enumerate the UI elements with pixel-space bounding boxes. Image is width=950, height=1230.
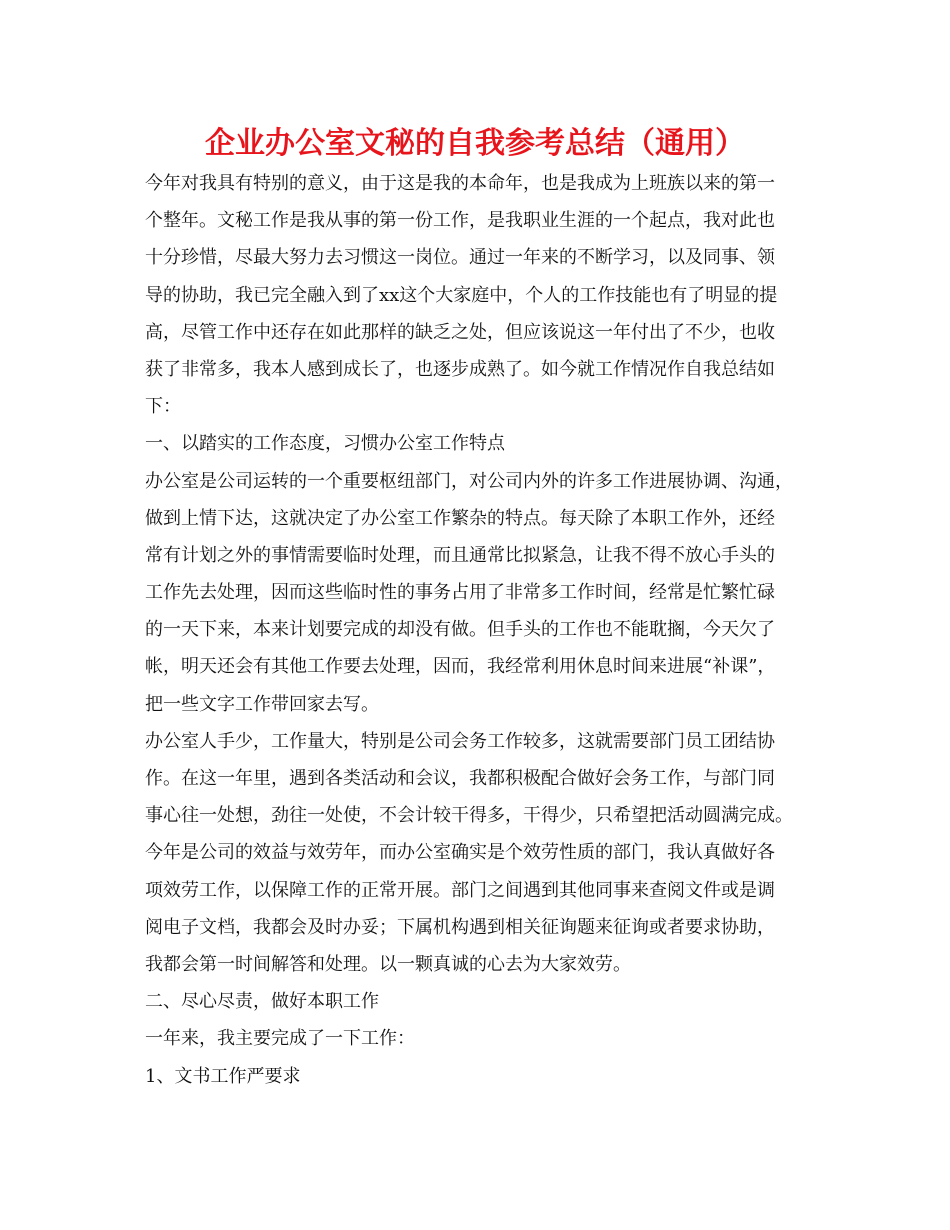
text-line: 个整年。文秘工作是我从事的第一份工作，是我职业生涯的一个起点，我对此也	[145, 210, 775, 232]
document-title: 企业办公室文秘的自我参考总结（通用）	[205, 126, 745, 161]
text-line: 下：	[145, 396, 181, 418]
text-line: 今年是公司的效益与效劳年，而办公室确实是个效劳性质的部门，我认真做好各	[145, 842, 775, 864]
text-line: 工作先去处理，因而这些临时性的事务占用了非常多工作时间，经常是忙繁忙碌	[145, 582, 775, 604]
subsection-heading: 1、文书工作严要求	[145, 1065, 301, 1087]
text-line: 一年来，我主要完成了一下工作：	[145, 1028, 415, 1050]
text-line: 把一些文字工作带回家去写。	[145, 693, 379, 715]
text-line: 阅电子文档，我都会及时办妥；下属机构遇到相关征询题来征询或者要求协助，	[145, 916, 775, 938]
text-line: 我都会第一时间解答和处理。以一颗真诚的心去为大家效劳。	[145, 953, 631, 975]
text-line: 的一天下来，本来计划要完成的却没有做。但手头的工作也不能耽搁，今天欠了	[145, 619, 775, 641]
text-line: 做到上情下达，这就决定了办公室工作繁杂的特点。每天除了本职工作外，还经	[145, 507, 775, 529]
text-line: 十分珍惜，尽最大努力去习惯这一岗位。通过一年来的不断学习，以及同事、领	[145, 247, 775, 269]
text-line: 办公室人手少，工作量大，特别是公司会务工作较多，这就需要部门员工团结协	[145, 730, 775, 752]
text-line: 常有计划之外的事情需要临时处理，而且通常比拟紧急，让我不得不放心手头的	[145, 544, 775, 566]
section-heading: 二、尽心尽责，做好本职工作	[145, 991, 379, 1013]
text-line: 获了非常多，我本人感到成长了，也逐步成熟了。如今就工作情况作自我总结如	[145, 358, 775, 380]
document-body	[145, 165, 805, 1095]
text-line: 导的协助，我已完全融入到了xx这个大家庭中，个人的工作技能也有了明显的提	[145, 284, 778, 306]
text-line: 项效劳工作，以保障工作的正常开展。部门之间遇到其他同事来查阅文件或是调	[145, 879, 775, 901]
text-line: 帐，明天还会有其他工作要去处理，因而，我经常利用休息时间来进展“补课”，	[145, 656, 776, 678]
text-line: 事心往一处想，劲往一处使，不会计较干得多，干得少，只希望把活动圆满完成。	[145, 805, 793, 827]
text-line: 办公室是公司运转的一个重要枢纽部门，对公司内外的许多工作进展协调、沟通，	[145, 470, 793, 492]
section-heading: 一、以踏实的工作态度，习惯办公室工作特点	[145, 433, 505, 455]
text-line: 今年对我具有特别的意义，由于这是我的本命年，也是我成为上班族以来的第一	[145, 173, 775, 194]
text-line: 作。在这一年里，遇到各类活动和会议，我都积极配合做好会务工作，与部门同	[145, 768, 775, 789]
text-line: 高，尽管工作中还存在如此那样的缺乏之处，但应该说这一年付出了不少，也收	[145, 321, 775, 343]
